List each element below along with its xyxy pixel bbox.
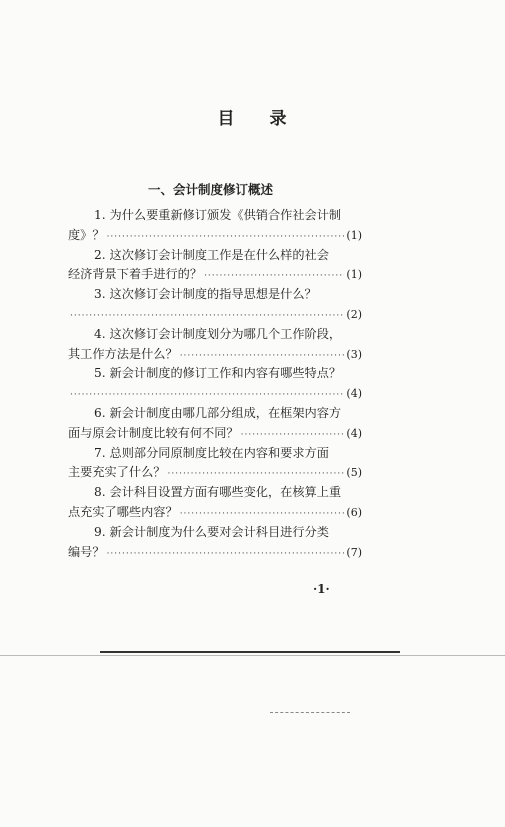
toc-page-ref: (7)	[346, 545, 362, 559]
page-number: ·1·	[313, 582, 330, 596]
toc-entry-text: 6. 新会计制度由哪几部分组成，在框架内容方	[94, 405, 342, 420]
section-heading: 一、会计制度修订概述	[148, 182, 274, 197]
toc-entry-text-cont: 编号？	[68, 544, 105, 559]
scan-edge-line	[0, 655, 505, 656]
dot-leader	[107, 228, 345, 246]
scan-divider-line	[100, 651, 400, 653]
toc-entry-4[interactable]	[68, 325, 362, 365]
toc-entry-text: 3. 这次修订会计制度的指导思想是什么？	[94, 287, 317, 302]
toc-entry-text-cont: 经济背景下着手进行的？	[68, 267, 203, 282]
scan-artifact-mark	[270, 712, 350, 716]
dot-leader	[204, 267, 344, 285]
dot-leader	[168, 465, 345, 483]
toc-entry-2[interactable]	[68, 246, 362, 286]
dot-leader	[241, 426, 345, 444]
toc-page-ref: (3)	[346, 347, 362, 361]
dot-leader	[107, 545, 345, 563]
toc-page-ref: (5)	[346, 466, 362, 480]
dot-leader	[180, 505, 345, 523]
dot-leader	[70, 386, 344, 404]
toc-entry-text: 4. 这次修订会计制度划分为哪几个工作阶段，	[94, 326, 342, 341]
toc-page-ref: (4)	[346, 426, 362, 440]
toc-entry-text: 8. 会计科目设置方面有哪些变化，在核算上重	[94, 485, 342, 500]
toc-entry-text-cont: 其工作方法是什么？	[68, 346, 178, 361]
table-of-contents	[68, 206, 362, 562]
toc-page-ref: (2)	[346, 307, 362, 321]
toc-page-ref: (4)	[346, 387, 362, 401]
toc-entry-9[interactable]	[68, 523, 362, 563]
toc-entry-3[interactable]	[68, 285, 362, 325]
toc-entry-5[interactable]	[68, 364, 362, 404]
toc-entry-text-cont: 面与原会计制度比较有何不同？	[68, 425, 239, 440]
toc-entry-text: 7. 总则部分同原制度比较在内容和要求方面	[94, 445, 329, 460]
toc-page-ref: (1)	[346, 268, 362, 282]
title-char-2: 录	[269, 109, 288, 129]
dot-leader	[70, 307, 344, 325]
toc-entry-text-cont: 点充实了哪些内容？	[68, 504, 178, 519]
toc-entry-text: 5. 新会计制度的修订工作和内容有哪些特点？	[94, 366, 342, 381]
toc-entry-6[interactable]	[68, 404, 362, 444]
page-title	[0, 104, 505, 129]
toc-page-ref: (6)	[346, 505, 362, 519]
title-char-1: 目	[217, 109, 236, 129]
toc-entry-text: 2. 这次修订会计制度工作是在什么样的社会	[94, 247, 329, 262]
toc-entry-1[interactable]	[68, 206, 362, 246]
toc-entry-text: 9. 新会计制度为什么要对会计科目进行分类	[94, 524, 329, 539]
toc-entry-text-cont: 度》？	[68, 227, 105, 242]
toc-entry-8[interactable]	[68, 483, 362, 523]
toc-entry-7[interactable]	[68, 444, 362, 484]
toc-entry-text-cont: 主要充实了什么？	[68, 465, 166, 480]
toc-page-ref: (1)	[346, 228, 362, 242]
dot-leader	[180, 347, 345, 365]
toc-entry-text: 1. 为什么要重新修订颁发《供销合作社会计制	[94, 208, 342, 222]
